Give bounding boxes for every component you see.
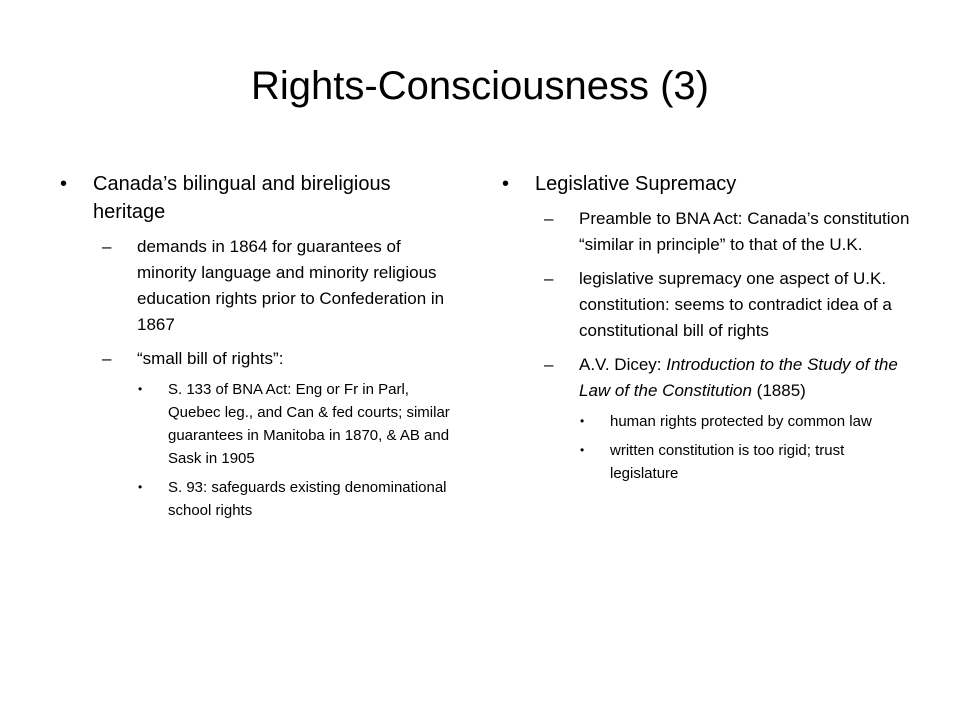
subsub-common-law-text: human rights protected by common law (610, 413, 872, 430)
heading-heritage: Canada’s bilingual and bireligious heritage (93, 173, 391, 223)
right-column (502, 170, 912, 485)
bullet-icon: • (138, 480, 143, 494)
dicey-book-title: Introduction to the Study of the Law of the Constitution (579, 355, 898, 400)
subbullet-demands-text: demands in 1864 for guarantees of minority language and minority religious education rights prior to Confederation in 1867 (137, 237, 445, 334)
dash-icon: – (544, 355, 554, 374)
subbullet-small-bill (102, 346, 460, 372)
left-column (60, 170, 460, 522)
subbullet-preamble (544, 206, 912, 258)
dash-icon: – (544, 209, 554, 228)
subsub-rigid-text: written constitution is too rigid; trust legislature (610, 442, 845, 482)
subsub-s133 (138, 378, 460, 470)
bullet-heritage (60, 170, 460, 226)
subbullet-dicey (544, 352, 912, 404)
dicey-prefix: A.V. Dicey: (579, 355, 667, 374)
subsub-s133-text: S. 133 of BNA Act: Eng or Fr in Parl, Quebec leg., and Can & fed courts; similar guarantees in Manitoba in 1870, & AB and Sask in 1905 (168, 381, 450, 467)
subsub-s93 (138, 476, 460, 522)
dash-icon: – (102, 349, 112, 368)
subbullet-demands (102, 234, 460, 338)
subbullet-uk-constitution (544, 266, 912, 344)
bullet-icon: • (60, 173, 68, 195)
bullet-icon: • (580, 443, 585, 457)
bullet-icon: • (502, 173, 510, 195)
dicey-suffix: (1885) (751, 381, 806, 400)
bullet-supremacy (502, 170, 912, 198)
subbullet-uk-constitution-text: legislative supremacy one aspect of U.K. constitution: seems to contradict idea of a constitutional bill of rights (579, 269, 892, 340)
subsub-rigid (580, 439, 912, 485)
subsub-common-law (580, 410, 912, 433)
bullet-icon: • (138, 382, 143, 396)
subbullet-preamble-text: Preamble to BNA Act: Canada’s constitution “similar in principle” to that of the U.K. (579, 209, 910, 254)
heading-supremacy: Legislative Supremacy (535, 173, 737, 195)
slide-title: Rights-Consciousness (3) (251, 64, 709, 108)
dash-icon: – (544, 269, 554, 288)
subbullet-small-bill-text: “small bill of rights”: (137, 349, 284, 368)
dash-icon: – (102, 237, 112, 256)
subsub-s93-text: S. 93: safeguards existing denominational school rights (168, 479, 447, 519)
bullet-icon: • (580, 414, 585, 428)
